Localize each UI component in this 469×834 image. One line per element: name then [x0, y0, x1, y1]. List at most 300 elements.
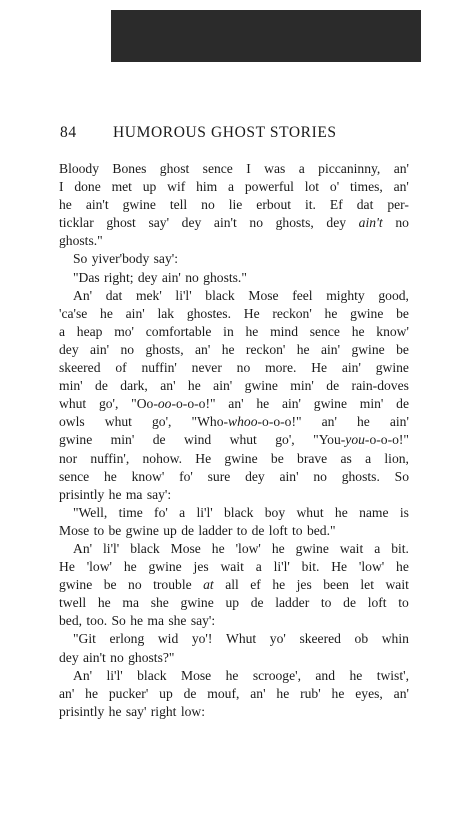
word: [276, 685, 289, 703]
word: [271, 450, 284, 468]
word: [99, 395, 118, 413]
word: [137, 667, 166, 685]
word-fragment: whut: [59, 396, 87, 412]
word-fragment: met: [111, 179, 132, 195]
word-fragment: was: [264, 161, 286, 176]
word: [395, 468, 409, 486]
word: [292, 522, 303, 540]
text-line: [59, 486, 409, 504]
word: [59, 395, 86, 413]
word: [368, 594, 387, 612]
word: [335, 504, 348, 522]
word: [181, 703, 205, 721]
word: [138, 269, 158, 287]
word: [229, 196, 243, 214]
word-fragment: lie: [228, 197, 243, 213]
word: [297, 576, 312, 594]
word: [160, 160, 189, 178]
word-fragment: time: [118, 504, 143, 520]
word-fragment: whoo: [228, 414, 258, 430]
word: [195, 341, 210, 359]
word-fragment: ob: [354, 631, 369, 647]
word: [59, 558, 75, 576]
word: [279, 468, 298, 486]
word: [198, 522, 232, 540]
word: [141, 359, 176, 377]
word-fragment: mo': [114, 323, 135, 339]
word-fragment: trouble: [153, 577, 192, 593]
word-fragment: ghosts.: [341, 468, 380, 484]
word: [170, 196, 187, 214]
word: [120, 341, 134, 359]
word-fragment: lak: [157, 305, 175, 321]
word-fragment: to: [93, 522, 105, 538]
word: [265, 359, 296, 377]
word: [196, 178, 217, 196]
word: [126, 305, 145, 323]
word-fragment: he: [221, 341, 235, 357]
word-fragment: a: [365, 450, 372, 466]
word: [192, 630, 213, 648]
word: [92, 250, 150, 268]
word: [222, 341, 235, 359]
word: [237, 359, 251, 377]
word-fragment: he: [351, 323, 365, 339]
word: [59, 649, 79, 667]
word: [275, 431, 294, 449]
word-fragment: fo': [154, 504, 168, 520]
word: [256, 395, 269, 413]
word-fragment: wait: [339, 540, 364, 556]
word-fragment: he: [256, 396, 270, 412]
redaction-block: [111, 10, 421, 62]
word-fragment: skeered: [299, 631, 341, 647]
word-fragment: skeered: [59, 360, 101, 376]
word: [256, 196, 291, 214]
word: [179, 468, 193, 486]
word: [119, 504, 143, 522]
word-fragment: mind: [270, 323, 299, 339]
word-fragment: black: [137, 667, 167, 683]
word: [264, 160, 285, 178]
word-fragment: heap: [76, 323, 103, 339]
word-fragment: comfortable: [145, 323, 212, 339]
text-line: [59, 377, 409, 395]
word-fragment: li'l': [196, 504, 213, 520]
word-fragment: no: [185, 269, 199, 285]
word-fragment: So: [394, 468, 409, 484]
word: [104, 576, 117, 594]
word: [394, 160, 409, 178]
word-fragment: wind: [184, 432, 212, 448]
word-fragment: de: [326, 378, 340, 394]
word-fragment: a: [228, 179, 235, 195]
word-fragment: he: [59, 197, 72, 213]
word: [124, 558, 137, 576]
word: [143, 178, 157, 196]
word-fragment: loft: [367, 595, 387, 611]
word: [73, 287, 92, 305]
word: [300, 685, 321, 703]
word-fragment: gwine: [295, 540, 329, 556]
text-line: [59, 504, 409, 522]
word-fragment: up: [159, 685, 173, 701]
word-fragment: ain': [213, 378, 233, 394]
word: [359, 558, 384, 576]
word-fragment: bed.": [306, 522, 336, 538]
word-fragment: bit.: [391, 540, 409, 556]
word: [106, 287, 123, 305]
word: [292, 287, 312, 305]
word: [305, 196, 316, 214]
word-fragment: ain't: [358, 215, 383, 231]
word: [73, 667, 92, 685]
word-fragment: gwine: [350, 305, 384, 321]
word-fragment: he: [245, 323, 259, 339]
word-fragment: say':: [146, 486, 172, 502]
word-fragment: black: [224, 504, 254, 520]
word: [59, 196, 72, 214]
word: [342, 468, 380, 486]
word: [59, 359, 101, 377]
word-fragment: he: [123, 559, 137, 575]
word: [330, 196, 343, 214]
word: [59, 232, 103, 250]
word: [179, 504, 185, 522]
word: [126, 522, 159, 540]
word-fragment: he: [108, 486, 122, 502]
word: [357, 413, 370, 431]
word-fragment: erbout: [256, 197, 292, 213]
word-fragment: he: [85, 685, 98, 701]
word: [223, 323, 234, 341]
word-fragment: de: [396, 396, 409, 412]
word-fragment: a: [255, 559, 262, 575]
word: [343, 594, 356, 612]
word: [162, 269, 181, 287]
word-fragment: he: [349, 667, 363, 683]
word-fragment: go',: [152, 414, 172, 430]
word-fragment: -o-o-o!": [257, 414, 302, 430]
word-fragment: de: [152, 432, 166, 448]
word: [110, 630, 145, 648]
word: [59, 305, 87, 323]
word-fragment: An': [73, 667, 93, 683]
word: [321, 341, 340, 359]
word: [128, 576, 142, 594]
word-fragment: min': [110, 432, 135, 448]
word: [378, 287, 409, 305]
text-line: [59, 558, 409, 576]
word: [146, 323, 212, 341]
word-fragment: an': [393, 179, 409, 195]
word-fragment: de: [251, 522, 265, 538]
word-fragment: gwine: [148, 559, 182, 575]
word: [182, 214, 202, 232]
word: [385, 576, 408, 594]
word-fragment: gwine: [375, 360, 409, 376]
word: [130, 540, 159, 558]
word-fragment: dey: [59, 341, 79, 357]
word-fragment: -o-o-o!": [364, 432, 409, 448]
word: [126, 486, 143, 504]
text-line: [59, 540, 409, 558]
word-fragment: gwine: [180, 595, 214, 611]
word-fragment: "Oo-: [131, 396, 158, 412]
word: [245, 323, 258, 341]
word: [237, 522, 248, 540]
word-fragment: he: [225, 667, 239, 683]
word-fragment: An': [73, 287, 93, 303]
word-fragment: Mose: [248, 287, 279, 303]
word-fragment: twist',: [376, 667, 409, 683]
word: [59, 178, 64, 196]
word-fragment: li'l': [273, 559, 290, 575]
word-fragment: He: [331, 559, 348, 575]
word-fragment: tell: [169, 197, 188, 213]
word: [275, 594, 309, 612]
word-fragment: say': [125, 703, 147, 719]
word-fragment: So: [73, 251, 88, 267]
word-fragment: Ef: [329, 197, 343, 213]
word: [332, 685, 345, 703]
word-fragment: 'low': [235, 540, 261, 556]
word-fragment: ghostes.: [186, 305, 231, 321]
word-fragment: him: [196, 179, 218, 195]
word-fragment: piccaninny,: [318, 161, 381, 176]
word-fragment: mek': [135, 287, 162, 303]
word-fragment: he: [276, 685, 290, 701]
word-fragment: no: [236, 360, 251, 376]
word-fragment: "Who-: [191, 414, 229, 430]
word: [350, 305, 383, 323]
word-fragment: Whut: [226, 631, 257, 647]
word: [194, 558, 209, 576]
word-fragment: be: [103, 577, 117, 593]
word-fragment: he: [324, 305, 338, 321]
word: [192, 359, 222, 377]
word: [391, 540, 409, 558]
word-fragment: prisintly: [59, 703, 105, 719]
word-fragment: up: [225, 595, 240, 611]
word: [159, 685, 173, 703]
word-fragment: mouf,: [207, 685, 240, 701]
word: [105, 413, 132, 431]
word-fragment: bit.: [301, 559, 320, 575]
word: [246, 160, 251, 178]
word-fragment: right: [150, 703, 177, 719]
word-fragment: it.: [305, 197, 316, 213]
word-fragment: to: [398, 595, 409, 611]
word: [249, 214, 263, 232]
word-fragment: is: [399, 504, 409, 520]
word: [253, 667, 301, 685]
word-fragment: dey: [181, 215, 202, 231]
word: [112, 160, 146, 178]
word: [311, 359, 327, 377]
word-fragment: ladder: [275, 595, 310, 611]
word-fragment: go',: [98, 396, 119, 412]
word: [355, 630, 369, 648]
word: [195, 450, 211, 468]
word: [59, 468, 89, 486]
word-fragment: whut: [104, 414, 132, 430]
word-fragment: an': [228, 396, 244, 412]
word-fragment: ain': [389, 414, 409, 430]
word-fragment: he: [130, 613, 144, 629]
word: [299, 160, 305, 178]
word-fragment: gwine: [125, 522, 159, 538]
text-line: [59, 214, 409, 232]
word-fragment: been: [323, 577, 349, 593]
word: [153, 576, 192, 594]
word: [245, 178, 294, 196]
word-fragment: you: [345, 432, 365, 448]
word-fragment: an': [195, 341, 211, 357]
word: [270, 630, 286, 648]
word-fragment: too.: [86, 613, 108, 629]
word: [340, 450, 351, 468]
word: [228, 178, 234, 196]
word: [226, 630, 256, 648]
word-fragment: He: [311, 360, 328, 376]
word: [115, 359, 126, 377]
word: [207, 685, 239, 703]
word: [158, 630, 178, 648]
word-fragment: de: [343, 595, 357, 611]
word: [112, 178, 132, 196]
word-fragment: jes: [193, 559, 209, 575]
word: [313, 468, 327, 486]
word: [148, 558, 181, 576]
word-fragment: dey: [245, 468, 265, 484]
word: [77, 323, 103, 341]
word-fragment: ghosts?": [128, 649, 175, 665]
word: [250, 685, 265, 703]
text-line: [59, 250, 409, 268]
word: [302, 558, 320, 576]
word-fragment: know': [131, 468, 165, 484]
word-fragment: dark,: [120, 378, 148, 394]
word: [196, 504, 212, 522]
word-fragment: never: [191, 360, 222, 376]
text-line: [59, 630, 409, 648]
word: [230, 431, 257, 449]
word-fragment: he: [356, 414, 370, 430]
word-fragment: low:: [180, 703, 205, 719]
word-fragment: an': [160, 378, 176, 394]
word: [114, 323, 134, 341]
word: [282, 395, 301, 413]
word: [307, 522, 336, 540]
word: [171, 540, 201, 558]
word-fragment: no: [201, 197, 215, 213]
word-fragment: whut: [296, 504, 324, 520]
word-fragment: ain': [90, 341, 110, 357]
word: [226, 667, 239, 685]
word-fragment: in: [223, 323, 234, 339]
word-fragment: o': [329, 179, 340, 195]
word: [377, 667, 409, 685]
word-fragment: brave: [297, 450, 328, 466]
word: [122, 594, 139, 612]
word-fragment: no: [110, 649, 124, 665]
word-fragment: gwine: [244, 378, 278, 394]
page-header: [60, 124, 420, 144]
word-fragment: ain': [125, 305, 145, 321]
word: [296, 540, 329, 558]
word: [359, 214, 383, 232]
word: [321, 594, 332, 612]
word: [269, 522, 288, 540]
word: [147, 612, 164, 630]
word: [360, 395, 384, 413]
word-fragment: prisintly: [59, 486, 105, 502]
word-fragment: gwine: [224, 450, 258, 466]
word: [151, 594, 169, 612]
word: [73, 504, 107, 522]
word: [357, 196, 374, 214]
word: [103, 540, 119, 558]
word: [352, 377, 409, 395]
word-fragment: a: [59, 323, 66, 339]
text-line: [59, 178, 409, 196]
word: [396, 305, 409, 323]
word-fragment: gwine: [351, 341, 385, 357]
word-fragment: he: [103, 468, 117, 484]
word-fragment: sence: [202, 161, 233, 176]
word: [360, 576, 374, 594]
word: [59, 341, 79, 359]
word: [59, 214, 94, 232]
running-head: HUMOROUS GHOST STORIES: [113, 124, 337, 141]
word: [396, 395, 409, 413]
word: [130, 612, 143, 630]
word-fragment: be: [270, 450, 284, 466]
word: [154, 250, 178, 268]
word: [272, 540, 285, 558]
word-fragment: de: [181, 522, 195, 538]
word: [326, 214, 346, 232]
word: [355, 685, 383, 703]
word-fragment: let: [360, 577, 374, 593]
word-fragment: to: [292, 522, 303, 538]
word: [109, 703, 122, 721]
word: [184, 431, 211, 449]
word: [398, 594, 409, 612]
word: [132, 468, 165, 486]
word: [225, 576, 239, 594]
word: [322, 413, 337, 431]
word: [201, 196, 215, 214]
word-fragment: loft: [268, 522, 288, 538]
word: [276, 214, 314, 232]
word: [59, 413, 85, 431]
word: [395, 214, 409, 232]
word-fragment: all: [225, 577, 239, 593]
word: [106, 667, 122, 685]
word-fragment: Mose: [59, 522, 90, 538]
word: [59, 685, 74, 703]
word-fragment: he: [108, 703, 122, 719]
word-fragment: an': [59, 685, 75, 701]
word-fragment: ain': [279, 468, 299, 484]
word-fragment: up: [163, 522, 177, 538]
word-fragment: sure: [207, 468, 231, 484]
text-line: [59, 450, 409, 468]
word: [181, 594, 214, 612]
word-fragment: dey: [326, 215, 347, 231]
